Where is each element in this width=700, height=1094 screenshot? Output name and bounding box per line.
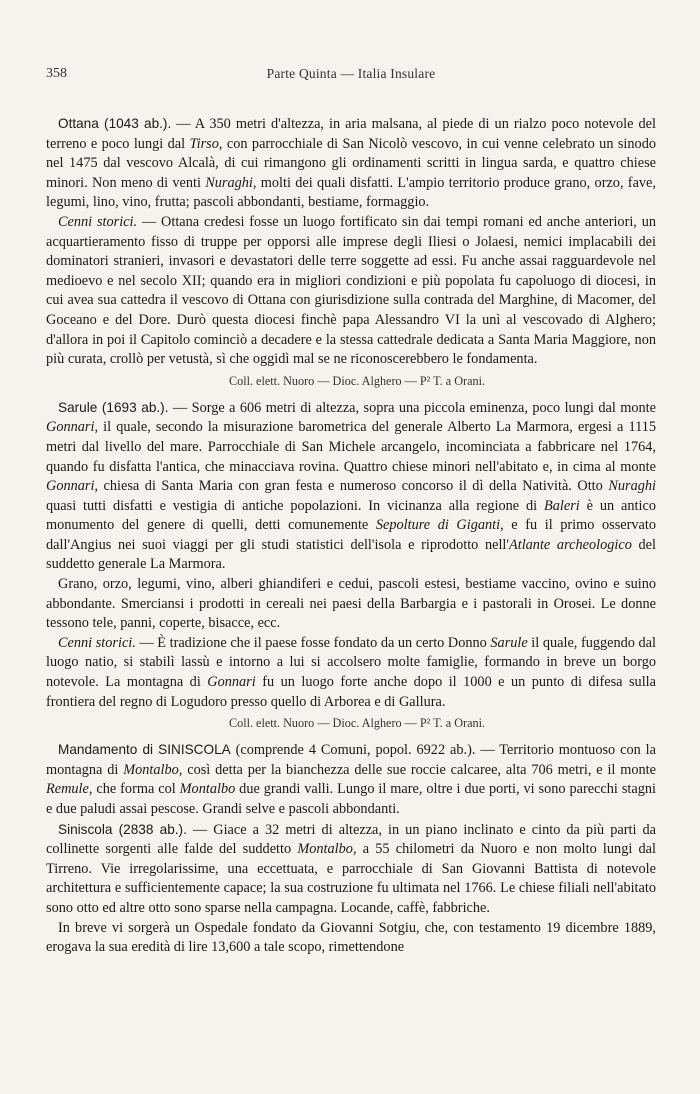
entry-heading: Ottana (1043 ab.).	[58, 116, 172, 131]
siniscola-paragraph: Siniscola (2838 ab.). — Giace a 32 metri di altezza, in un piano inclinato e cinto da più parti da collinette sorgenti alle falde del suddetto Montalbo, a 55 chilometri da Nuoro e non molto lungi dal Tirreno. Vie irregolarissime, una eccettuata, e parrocchiale di San Giovanni Battista di notevole architettura e sufficientemente capace; la sua costruzione fu ultimata nel 1766. Le chiese filiali nell'abitato sono otto ed altre otto sono sparse nella campagna. Locande, caffè, fabbriche.	[46, 821, 656, 916]
ottana-history-paragraph: Cenni storici. — Ottana credesi fosse un luogo fortificato sin dai tempi romani ed anche anteriori, un acquartieramento fisso di truppe per opporsi alle imprese degli Iliesi o Jolaesi, nemici implacabili dei dominatori stranieri, invasori e devastatori delle terre soggette ad essi. Fu anche assai ragguardevole nel medioevo e nel secolo XII; quando era in migliori condizioni e più popolata fu capoluogo di diocesi, in cui avea sua cattedra il vescovo di Ottana con giurisdizione sulla contrada del Marghine, di Macomer, del Goceano e del Dore. Durò questa diocesi finchè papa Alessandro VI la unì al vescovado di Alghero; d'allora in poi il Capitolo cominciò a decadere e la stessa cattedrale dedicata a Santa Maria Maggiore, non più curata, crollò per vetustà, sì che oggidì mal se ne riconoscerebbero le fondamenta.	[46, 213, 656, 368]
section-heading: Mandamento di SINISCOLA	[58, 742, 231, 758]
ottana-paragraph: Ottana (1043 ab.). — A 350 metri d'altezza, in aria malsana, al piede di un rialzo poco notevole del terreno e poco lungi dal Tirso, con parrocchiale di San Nicolò vescovo, in cui venne celebrato un sinodo nel 1475 dal vescovo Alcalà, di cui rimangono gli ordinamenti scritti in lingua sarda, e quattro chiese minori. Non meno di venti Nuraghi, molti dei quali disfatti. L'ampio territorio produce grano, orzo, fave, legumi, lino, vino, frutta; pascoli abbondanti, bestiame, formaggio.	[46, 116, 656, 211]
running-title: Parte Quinta — Italia Insulare	[266, 66, 436, 81]
page-number: 358	[46, 66, 67, 81]
page-header	[46, 66, 656, 86]
electoral-reference: Coll. elett. Nuoro — Dioc. Alghero — P² T. a Orani.	[228, 716, 486, 731]
page-body	[46, 114, 656, 958]
sarule-products-paragraph: Grano, orzo, legumi, vino, alberi ghiandiferi e cedui, pascoli estesi, bestiame vaccino, ovino e suino abbondante. Smerciansi i prodotti in cereali nei paesi della Barbargia e i pastorali in Orosei. Le donne tessono tele, panni, coperte, bisacce, ecc.	[46, 576, 656, 632]
siniscola-hospital-paragraph: In breve vi sorgerà un Ospedale fondato da Giovanni Sotgiu, che, con testamento 19 dicembre 1889, erogava la sua eredità di lire 13,600 a tale scopo, rimettendone	[46, 919, 656, 956]
entry-heading: Sarule (1693 ab.).	[58, 399, 169, 415]
sarule-paragraph: Sarule (1693 ab.). — Sorge a 606 metri di altezza, sopra una piccola eminenza, poco lungi dal monte Gonnari, il quale, secondo la misurazione barometrica del generale Alberto La Marmora, ergesi a 1115 metri dal livello del mare. Parrocchiale di San Michele arcangelo, incominciata a fabbricare nel 1764, quando fu disfatta l'antica, che minacciava rovina. Quattro chiese minori nell'abitato e, in cima al monte Gonnari, chiesa di Santa Maria con gran festa e numeroso concorso il dì della Natività. Otto Nuraghi quasi tutti disfatti e vestigia di antiche popolazioni. In vicinanza alla regione di Baleri è un antico monumento del genere di quelli, detti comunemente Sepolture di Giganti, e fu il primo osservato dall'Angius nei suoi viaggi per gli studi statistici dell'isola e riprodotto nell'Atlante archeologico del suddetto generale La Marmora.	[46, 399, 657, 573]
cenni-storici-label: Cenni storici.	[58, 634, 136, 651]
electoral-reference: Coll. elett. Nuoro — Dioc. Alghero — P² T. a Orani.	[228, 373, 486, 388]
entry-heading: Siniscola (2838 ab.).	[58, 821, 187, 837]
sarule-history-paragraph: Cenni storici. — È tradizione che il paese fosse fondato da un certo Donno Sarule il quale, fuggendo dal luogo natio, si stabilì lassù e intorno a lui si accolsero molte famiglie, formando in breve un borgo notevole. La montagna di Gonnari fu un luogo forte anche dopo il 1000 e un punto di difesa sulla frontiera del regno di Logudoro presso quello di Arborea e di Gallura.	[46, 634, 656, 710]
mandamento-paragraph: Mandamento di SINISCOLA (comprende 4 Comuni, popol. 6922 ab.). — Territorio montuoso con la montagna di Montalbo, così detta per la bianchezza delle sue roccie calcaree, alta 706 metri, e il monte Remule, che forma col Montalbo due grandi valli. Lungo il mare, oltre i due porti, vi sono parecchi stagni e due paludi assai pescose. Grandi selve e pascoli abbondanti.	[46, 742, 656, 817]
cenni-storici-label: Cenni storici.	[58, 213, 138, 230]
